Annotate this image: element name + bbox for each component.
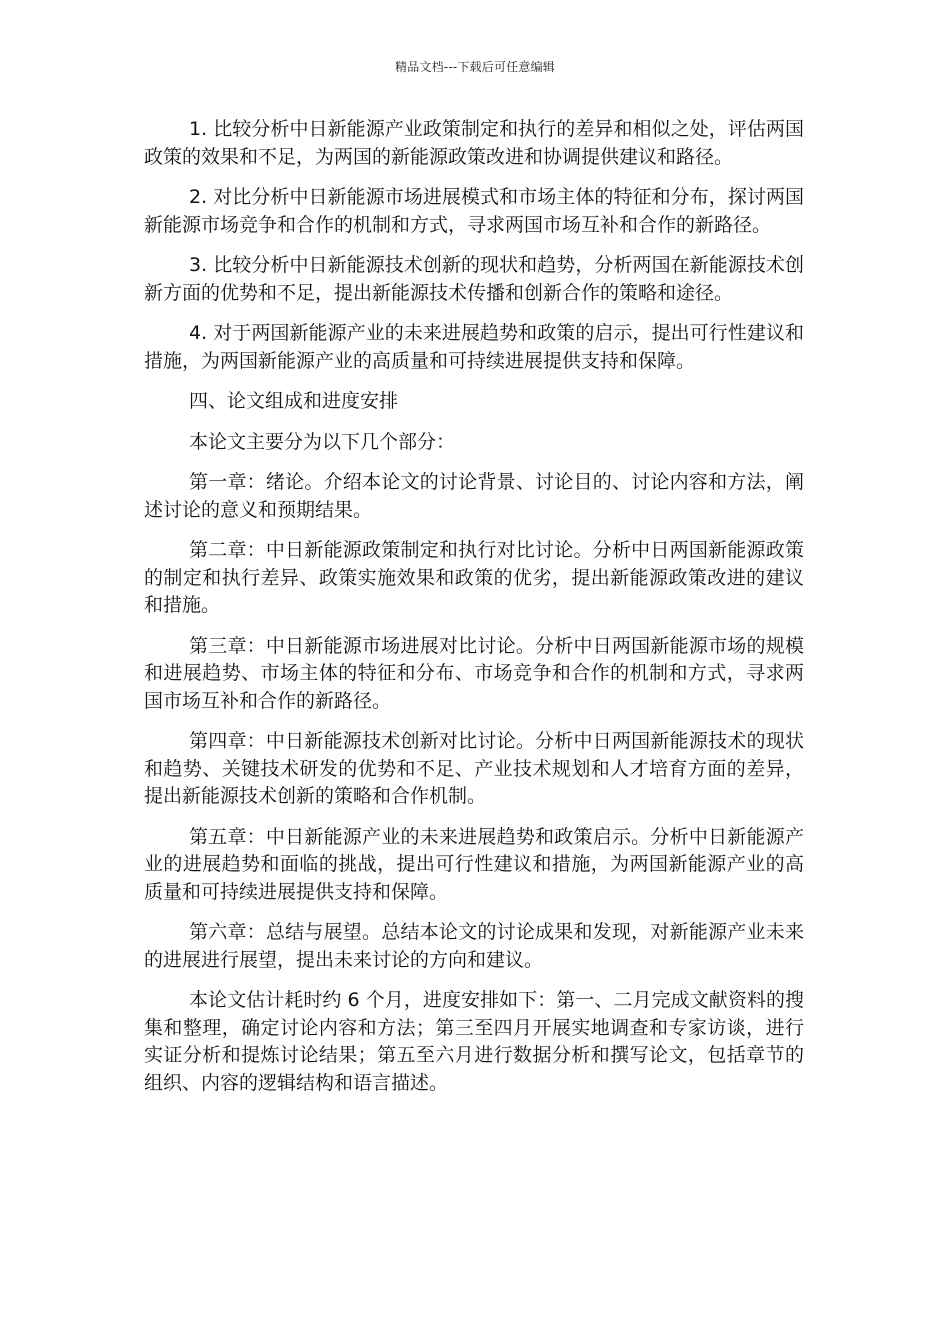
paragraph-chapter-3: 第三章：中日新能源市场进展对比讨论。分析中日两国新能源市场的规模和进展趋势、市场主体的特征和分布、市场竞争和合作的机制和方式，寻求两国市场互补和合作的新路径。	[144, 634, 804, 712]
paragraph-intro: 本论文主要分为以下几个部分：	[189, 430, 456, 453]
section-heading: 四、论文组成和进度安排	[189, 390, 399, 412]
paragraph-objective-3: 3. 比较分析中日新能源技术创新的现状和趋势，分析两国在新能源技术创新方面的优势和不足，提出新能源技术传播和创新合作的策略和途径。	[144, 254, 804, 304]
page-header: 精品文档---下载后可任意编辑	[395, 60, 555, 74]
paragraph-chapter-2: 第二章：中日新能源政策制定和执行对比讨论。分析中日两国新能源政策的制定和执行差异、政策实施效果和政策的优劣，提出新能源政策改进的建议和措施。	[144, 539, 804, 616]
paragraph-chapter-1: 第一章：绪论。介绍本论文的讨论背景、讨论目的、讨论内容和方法，阐述讨论的意义和预期结果。	[144, 471, 804, 521]
paragraph-objective-4: 4. 对于两国新能源产业的未来进展趋势和政策的启示，提出可行性建议和措施，为两国新能源产业的高质量和可持续进展提供支持和保障。	[144, 322, 804, 372]
paragraph-objective-2: 2. 对比分析中日新能源市场进展模式和市场主体的特征和分布，探讨两国新能源市场竞争和合作的机制和方式，寻求两国市场互补和合作的新路径。	[144, 186, 804, 236]
paragraph-chapter-6: 第六章：总结与展望。总结本论文的讨论成果和发现，对新能源产业未来的进展进行展望，提出未来讨论的方向和建议。	[144, 921, 804, 971]
paragraph-objective-1: 1. 比较分析中日新能源产业政策制定和执行的差异和相似之处，评估两国政策的效果和不足，为两国的新能源政策改进和协调提供建议和路径。	[144, 118, 804, 168]
document-body	[144, 116, 804, 1110]
paragraph-schedule: 本论文估计耗时约 6 个月，进度安排如下：第一、二月完成文献资料的搜集和整理，确定讨论内容和方法；第三至四月开展实地调查和专家访谈，进行实证分析和提炼讨论结果；第五至六月进行数据分析和撰写论文，包括章节的组织、内容的逻辑结构和语言描述。	[144, 989, 804, 1094]
paragraph-chapter-5: 第五章：中日新能源产业的未来进展趋势和政策启示。分析中日新能源产业的进展趋势和面临的挑战，提出可行性建议和措施，为两国新能源产业的高质量和可持续进展提供支持和保障。	[144, 825, 804, 903]
paragraph-chapter-4: 第四章：中日新能源技术创新对比讨论。分析中日两国新能源技术的现状和趋势、关键技术研发的优势和不足、产业技术规划和人才培育方面的差异，提出新能源技术创新的策略和合作机制。	[144, 730, 804, 807]
